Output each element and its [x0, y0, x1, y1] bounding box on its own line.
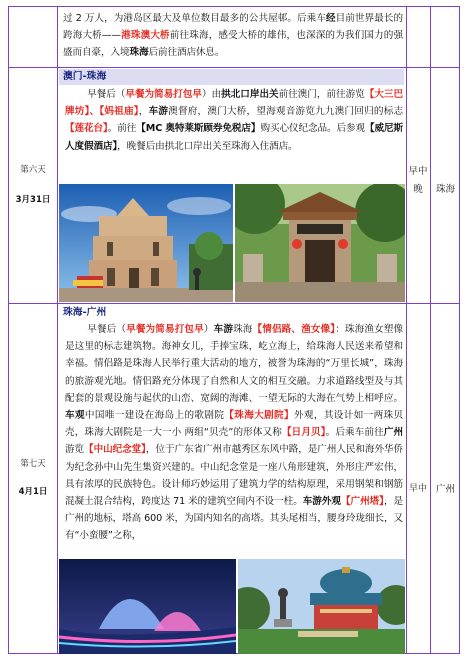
- day6-text-segment: 前往澳门，前往游览: [278, 89, 365, 100]
- day7-text-segment: 外观，其设计如一两珠贝壳，珠海大剧院是一大一小 两组“贝壳”的形体又称: [65, 410, 403, 439]
- col-divider-day: [57, 7, 58, 653]
- day6-text-segment: 拱北口岸出关: [221, 89, 279, 100]
- day7-text-segment: 。后乘车前往: [325, 427, 384, 439]
- day7-text-segment: 中国唯一建设在海岛上的歌剧院: [84, 410, 225, 422]
- day7-title: 珠海-广州: [63, 307, 107, 318]
- bridge-name: 港珠澳大桥: [120, 30, 170, 42]
- day6-text-segment: 早餐为简易打包早: [125, 89, 202, 100]
- day7-text-segment: 车游: [213, 324, 234, 335]
- day6-text-segment: ）由: [201, 89, 222, 100]
- day7-text-segment: ，是广州的地标，塔高 600 米，为国内知名的高塔。其头尾相当，腰身玲珑细长，又有“小蛮腰”之称，: [65, 496, 403, 542]
- day6-date: 3月31日: [15, 195, 51, 205]
- day6-meals: 早中晚: [408, 166, 428, 195]
- day7-date: 4月1日: [18, 487, 48, 497]
- zhuhai-grand-theatre-photo: [59, 559, 236, 654]
- day7-text-segment: 游览: [65, 444, 85, 456]
- day6-text-segment: 【威尼斯人度假酒店】: [65, 123, 404, 152]
- day7-text-segment: 【日月贝】: [281, 427, 326, 439]
- day6-text-segment: 澳督府，澳门大桥，望海观音游览九九澳门回归的标志: [168, 106, 403, 118]
- day6-text-segment: 【大三巴牌坊】、【妈祖庙】: [65, 89, 403, 118]
- continued-line-3: 国力的强盛而自豪，入境: [63, 30, 404, 59]
- day7-city: 广州: [435, 484, 455, 495]
- day7-text-segment: 车观: [65, 410, 85, 422]
- continued-line-1-rest: 目前世界最: [335, 13, 384, 24]
- day6-label: 第六天: [20, 165, 46, 175]
- continued-line-3-rest: 后前往酒店休息。: [148, 47, 225, 59]
- a-ma-temple-photo: [235, 184, 405, 302]
- day7-text-segment: 【情侣路、渔女像】: [252, 324, 336, 335]
- day6-text-segment: 车游: [148, 106, 169, 118]
- day6-text-segment: ，: [138, 106, 149, 118]
- day7-text-segment: ）: [203, 324, 214, 335]
- sun-yat-sen-memorial-hall-photo: [238, 559, 405, 654]
- day7-text-segment: 早餐后（: [87, 324, 127, 335]
- day7-text-segment: ，位于广东省广州市越秀区东风中路，是广州人民和海外华侨为纪念孙中山先生集资兴建的。中山纪念堂是一座八角形建筑，外形庄严宏伟，具有浓厚的民族特色。设计师巧妙运用了建筑力学的结构原理，采用钢架和钢筋混凝土混合结构，跨度达 71 米的建筑空间内不设一柱。: [65, 444, 403, 508]
- day7-label: 第七天: [20, 459, 46, 469]
- day6-description: [65, 86, 403, 155]
- day7-text-segment: 【中山纪念堂】: [84, 444, 146, 456]
- day7-text-segment: 早餐为简易打包早: [126, 324, 204, 335]
- day7-text-segment: 广州: [383, 427, 404, 439]
- day6-city: 珠海: [435, 184, 455, 195]
- day6-text-segment: 购买心仪纪念品。后参观: [260, 123, 365, 135]
- continued-line-2: 长的跨海大桥——: [63, 13, 403, 42]
- day6-text-segment: 【莲花台】: [65, 123, 108, 135]
- day7-text-segment: 车游外观: [302, 496, 341, 508]
- day7-text-segment: 【广州塔】: [340, 496, 384, 508]
- continued-text: [63, 10, 403, 62]
- day6-text-segment: 。前往: [107, 123, 137, 135]
- day6-text-segment: 早餐后（: [87, 89, 126, 100]
- day7-text-segment: 【珠海大剧院】: [224, 410, 294, 422]
- day7-meals: 早中: [408, 484, 427, 494]
- continued-line-3-bold: 珠海: [129, 47, 149, 59]
- col-divider-content: [406, 7, 407, 653]
- day6-text-segment: 【MC 奥特莱斯顾券免税店】: [136, 123, 261, 135]
- day6-title: 澳门-珠海: [59, 69, 404, 85]
- day7-text-segment: 珠海: [233, 324, 253, 335]
- continued-line-1-bold: 经: [325, 13, 336, 24]
- continued-line-2-rest: 前往珠海，感受大桥的雄伟，也深深的为我们: [169, 30, 365, 42]
- continued-line-1: 过 2 万人，为港岛区最大及单位数目最多的公共屋邨。后乘车: [63, 13, 326, 24]
- day7-text-segment: ：珠海渔女塑像是这里的标志建筑物。海神女儿，手捧宝珠，屹立海上，给珠海人民送来希望和幸福。情侣路是珠海人民举行重大活动的地方，被誉为珠海的“万里长城”，珠海的旅游观光地。情侣路充分体现了自然和人文的相互交融。力求道路线型及与其配套的景观设施与起伏的山峦、宽阔的海滩、一望无际的大海在气势上相呼应。: [65, 324, 404, 404]
- itinerary-table: [8, 6, 460, 654]
- col-divider-meals: [430, 7, 431, 653]
- row-divider-day6: [9, 67, 459, 68]
- ruins-of-st-paul-photo: [59, 184, 233, 302]
- row-divider-day7: [9, 303, 459, 304]
- day6-text-segment: ，晚餐后由拱北口岸出关至珠海入住酒店。: [117, 140, 298, 152]
- day7-description: [65, 321, 403, 545]
